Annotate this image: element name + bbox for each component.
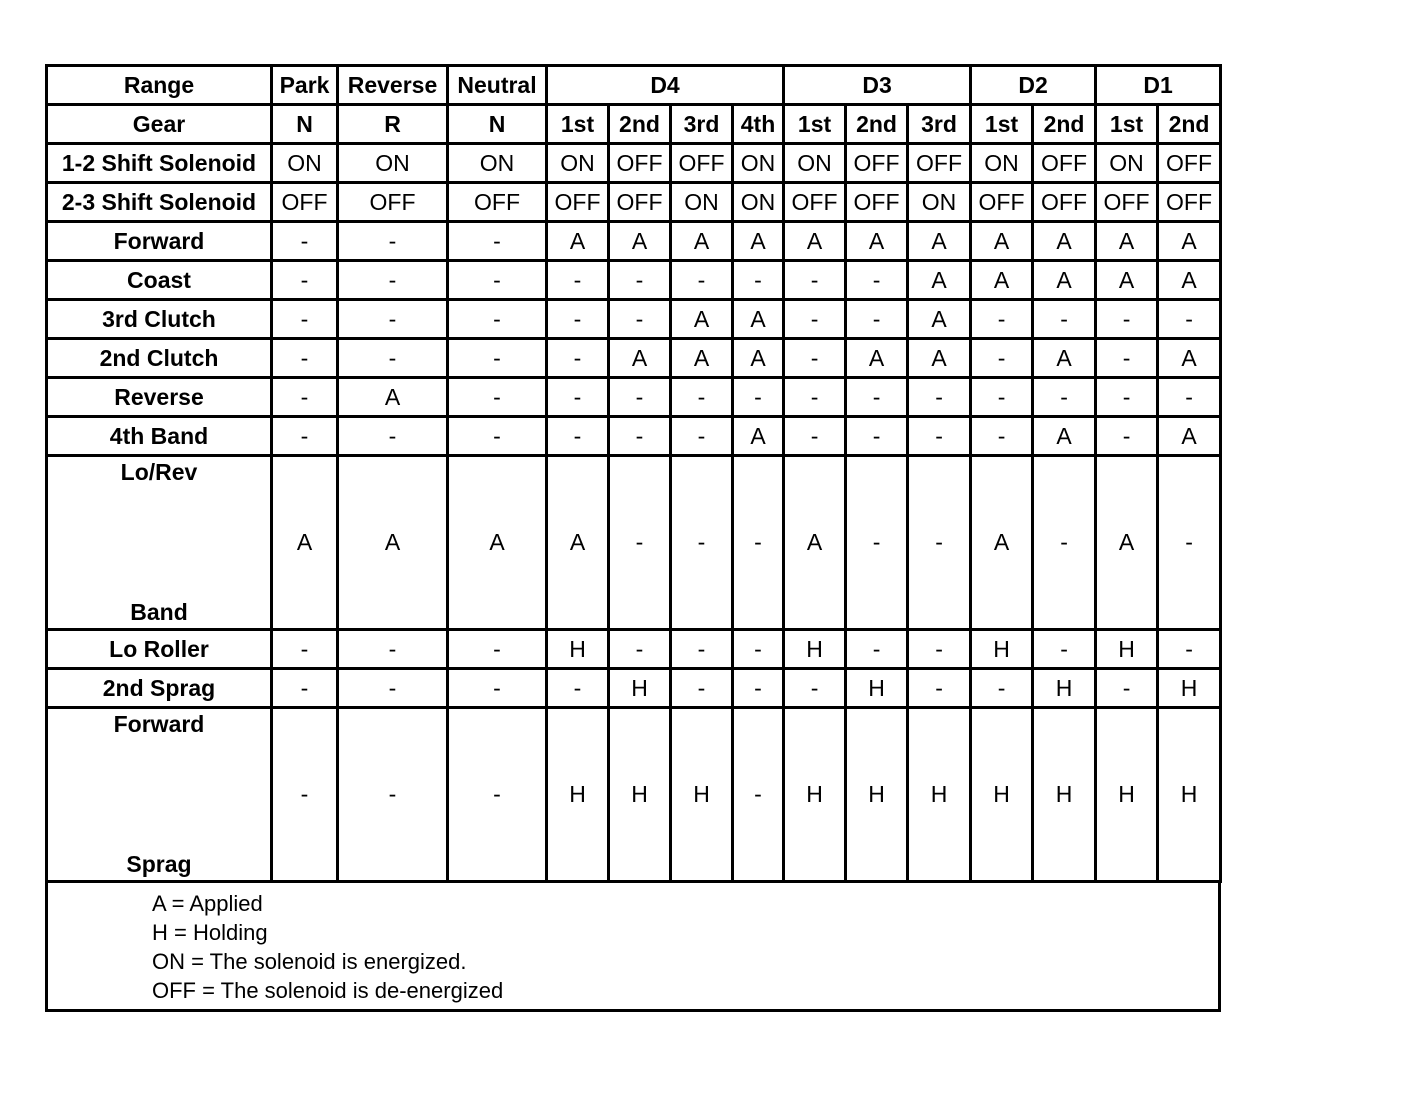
value-cell: - [733,261,784,300]
row-label: Reverse [47,378,272,417]
shift-chart-figure [45,64,1221,1012]
value-cell: ON [338,144,448,183]
value-cell: OFF [846,183,908,222]
value-cell: - [971,378,1033,417]
value-cell: H [784,708,846,882]
value-cell: - [547,339,609,378]
value-cell: A [338,378,448,417]
value-cell: - [272,630,338,669]
component-row [47,669,1221,708]
value-cell: A [1033,261,1096,300]
value-cell: A [1158,339,1221,378]
value-cell: - [671,417,733,456]
value-cell: - [547,378,609,417]
value-cell: A [1158,417,1221,456]
value-cell: - [609,261,671,300]
value-cell: A [1096,261,1158,300]
value-cell: - [1158,300,1221,339]
value-cell: - [784,261,846,300]
row-label: 4th Band [47,417,272,456]
component-row [47,222,1221,261]
value-cell: OFF [971,183,1033,222]
row-label: Coast [47,261,272,300]
value-cell: - [448,417,547,456]
gear-cell: 1st [547,105,609,144]
value-cell: - [846,456,908,630]
value-cell: - [338,630,448,669]
value-cell: - [671,630,733,669]
value-cell: ON [784,144,846,183]
value-cell: - [448,300,547,339]
value-cell: - [1096,669,1158,708]
row-label: 2-3 Shift Solenoid [47,183,272,222]
legend-holding: H = Holding [152,920,268,945]
legend [45,883,1221,1012]
row-label: 1-2 Shift Solenoid [47,144,272,183]
value-cell: - [338,300,448,339]
value-cell: - [1033,300,1096,339]
value-cell: - [908,630,971,669]
range-d3: D3 [784,66,971,105]
value-cell: A [908,339,971,378]
value-cell: A [908,222,971,261]
value-cell: A [1033,222,1096,261]
value-cell: A [609,222,671,261]
value-cell: - [338,261,448,300]
value-cell: A [338,456,448,630]
row-label-bottom: Band [130,599,188,625]
component-row [47,456,1221,630]
value-cell: - [609,378,671,417]
gear-cell: N [448,105,547,144]
value-cell: H [609,669,671,708]
value-cell: ON [733,183,784,222]
value-cell: - [846,417,908,456]
value-cell: - [547,417,609,456]
gear-cell: 4th [733,105,784,144]
value-cell: - [671,669,733,708]
gear-cell: 2nd [1033,105,1096,144]
row-label [47,456,272,630]
value-cell: - [338,669,448,708]
value-cell: A [671,222,733,261]
value-cell: - [846,378,908,417]
row-label-top: Forward [113,711,205,737]
value-cell: - [671,378,733,417]
value-cell: A [272,456,338,630]
value-cell: - [272,669,338,708]
value-cell: - [733,456,784,630]
value-cell: - [338,222,448,261]
legend-off: OFF = The solenoid is de-energized [152,978,504,1003]
value-cell: - [971,417,1033,456]
value-cell: A [971,261,1033,300]
value-cell: A [547,222,609,261]
value-cell: - [272,222,338,261]
value-cell: A [846,222,908,261]
value-cell: ON [272,144,338,183]
row-label [47,708,272,882]
value-cell: - [272,300,338,339]
component-row [47,708,1221,882]
value-cell: A [733,300,784,339]
value-cell: OFF [448,183,547,222]
value-cell: ON [908,183,971,222]
value-cell: A [671,339,733,378]
value-cell: H [846,669,908,708]
value-cell: ON [733,144,784,183]
row-label: Forward [47,222,272,261]
value-cell: A [784,456,846,630]
value-cell: - [272,339,338,378]
value-cell: ON [448,144,547,183]
gear-cell: 3rd [908,105,971,144]
value-cell: OFF [272,183,338,222]
value-cell: - [448,669,547,708]
range-d2: D2 [971,66,1096,105]
value-cell: - [448,222,547,261]
value-cell: - [272,708,338,882]
value-cell: - [1033,456,1096,630]
value-cell: H [1033,669,1096,708]
value-cell: A [733,339,784,378]
value-cell: - [1158,378,1221,417]
value-cell: - [784,339,846,378]
value-cell: - [1096,378,1158,417]
value-cell: - [784,417,846,456]
value-cell: - [448,630,547,669]
value-cell: - [338,417,448,456]
value-cell: A [609,339,671,378]
value-cell: OFF [609,144,671,183]
value-cell: OFF [547,183,609,222]
component-row [47,378,1221,417]
value-cell: - [1033,630,1096,669]
value-cell: - [609,630,671,669]
value-cell: - [733,378,784,417]
gear-cell: N [272,105,338,144]
value-cell: A [671,300,733,339]
value-cell: - [908,417,971,456]
range-header-row [47,66,1221,105]
value-cell: A [1033,339,1096,378]
value-cell: OFF [609,183,671,222]
value-cell: H [1158,708,1221,882]
range-reverse: Reverse [338,66,448,105]
gear-header-row [47,105,1221,144]
value-cell: - [784,669,846,708]
value-cell: - [733,708,784,882]
value-cell: A [908,300,971,339]
gear-label: Gear [47,105,272,144]
value-cell: OFF [1096,183,1158,222]
range-neutral: Neutral [448,66,547,105]
value-cell: - [448,261,547,300]
component-row [47,417,1221,456]
value-cell: - [1158,630,1221,669]
value-cell: ON [547,144,609,183]
value-cell: - [908,378,971,417]
legend-applied: A = Applied [152,891,263,916]
value-cell: A [846,339,908,378]
value-cell: - [908,669,971,708]
value-cell: - [784,300,846,339]
value-cell: H [1033,708,1096,882]
gear-cell: 2nd [609,105,671,144]
gear-cell: 1st [971,105,1033,144]
value-cell: - [671,456,733,630]
value-cell: OFF [908,144,971,183]
value-cell: - [609,300,671,339]
range-d4: D4 [547,66,784,105]
value-cell: H [846,708,908,882]
component-row [47,144,1221,183]
value-cell: ON [1096,144,1158,183]
component-rows [47,144,1221,882]
value-cell: - [547,669,609,708]
value-cell: - [448,708,547,882]
value-cell: - [338,708,448,882]
value-cell: - [733,630,784,669]
value-cell: H [971,708,1033,882]
clutch-application-table [45,64,1222,883]
value-cell: A [1158,222,1221,261]
row-label: 2nd Clutch [47,339,272,378]
row-label: Lo Roller [47,630,272,669]
gear-cell: R [338,105,448,144]
value-cell: - [547,261,609,300]
value-cell: ON [971,144,1033,183]
component-row [47,300,1221,339]
value-cell: - [784,378,846,417]
value-cell: OFF [338,183,448,222]
value-cell: - [448,378,547,417]
value-cell: - [272,417,338,456]
value-cell: A [547,456,609,630]
row-label: 3rd Clutch [47,300,272,339]
value-cell: H [1158,669,1221,708]
value-cell: - [846,300,908,339]
value-cell: OFF [1033,144,1096,183]
value-cell: H [784,630,846,669]
component-row [47,183,1221,222]
value-cell: H [1096,630,1158,669]
gear-cell: 3rd [671,105,733,144]
value-cell: - [272,261,338,300]
value-cell: H [547,630,609,669]
value-cell: - [1096,417,1158,456]
row-label-bottom: Sprag [126,851,192,877]
value-cell: ON [671,183,733,222]
value-cell: A [448,456,547,630]
value-cell: H [671,708,733,882]
component-row [47,339,1221,378]
value-cell: A [908,261,971,300]
value-cell: - [908,456,971,630]
value-cell: - [448,339,547,378]
value-cell: H [547,708,609,882]
gear-cell: 2nd [846,105,908,144]
value-cell: OFF [1158,183,1221,222]
value-cell: A [733,417,784,456]
value-cell: A [784,222,846,261]
value-cell: - [671,261,733,300]
value-cell: - [1033,378,1096,417]
component-row [47,261,1221,300]
value-cell: OFF [846,144,908,183]
gear-cell: 1st [784,105,846,144]
value-cell: - [1096,339,1158,378]
value-cell: H [908,708,971,882]
value-cell: - [733,669,784,708]
value-cell: - [846,261,908,300]
row-label: 2nd Sprag [47,669,272,708]
value-cell: - [971,300,1033,339]
value-cell: - [846,630,908,669]
value-cell: - [971,669,1033,708]
value-cell: OFF [784,183,846,222]
value-cell: - [547,300,609,339]
value-cell: A [1158,261,1221,300]
value-cell: A [1096,456,1158,630]
gear-cell: 2nd [1158,105,1221,144]
value-cell: A [1033,417,1096,456]
value-cell: OFF [671,144,733,183]
value-cell: - [272,378,338,417]
row-label-top: Lo/Rev [120,459,198,485]
value-cell: - [609,417,671,456]
value-cell: H [1096,708,1158,882]
gear-cell: 1st [1096,105,1158,144]
value-cell: A [971,456,1033,630]
value-cell: H [609,708,671,882]
value-cell: - [1158,456,1221,630]
value-cell: - [609,456,671,630]
value-cell: - [338,339,448,378]
component-row [47,630,1221,669]
range-d1: D1 [1096,66,1221,105]
legend-on: ON = The solenoid is energized. [152,949,467,974]
value-cell: - [1096,300,1158,339]
value-cell: OFF [1033,183,1096,222]
value-cell: H [971,630,1033,669]
value-cell: A [971,222,1033,261]
value-cell: - [971,339,1033,378]
value-cell: OFF [1158,144,1221,183]
value-cell: A [733,222,784,261]
range-park: Park [272,66,338,105]
value-cell: A [1096,222,1158,261]
range-label: Range [47,66,272,105]
